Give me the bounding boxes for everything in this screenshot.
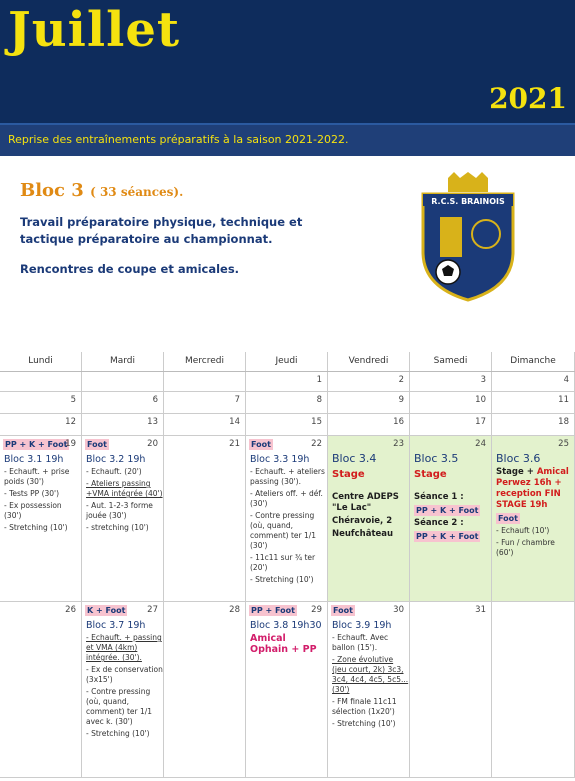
day-number: 2 [398, 375, 404, 385]
session-tag: K + Foot [87, 606, 126, 615]
month-title: Juillet [8, 2, 181, 58]
subtitle-text: Reprise des entraînements préparatifs à la saison 2021-2022. [8, 133, 349, 146]
session-line: - Echauft. Avec ballon (15'). [332, 633, 389, 652]
day-number: 12 [65, 417, 76, 427]
day-number: 27 [147, 605, 158, 615]
session-line: - Stretching (10') [4, 523, 68, 532]
session-bloc: Bloc 3.8 19h30 [250, 620, 322, 631]
session-line: - Tests PP (30') [4, 489, 60, 498]
stage-location: Centre ADEPS "Le Lac" [332, 492, 399, 513]
session-line: - Echauft. + passing et VMA (4km) intégrée. (30'). [86, 633, 162, 662]
day-number: 17 [475, 417, 486, 427]
session-line: - Stretching (10') [86, 729, 150, 738]
day-header: Samedi [410, 352, 492, 371]
session-label: Séance 1 : [414, 492, 464, 502]
session-tag: PP + K + Foot [416, 506, 479, 515]
session-tag: Foot [498, 514, 518, 523]
session-line: - Stretching (10') [250, 575, 314, 584]
calendar-header [0, 352, 575, 372]
day-number: 29 [311, 605, 322, 615]
day-cell-31 [410, 602, 492, 777]
day-number: 15 [311, 417, 322, 427]
session-line: - Contre pressing (où, quand, comment) ter 1/1 (30') [250, 511, 317, 550]
day-header: Vendredi [328, 352, 410, 371]
day-number: 25 [558, 439, 569, 449]
day-number: 4 [563, 375, 569, 385]
session-tag: PP + K + Foot [5, 440, 68, 449]
session-tag: Foot [87, 440, 107, 449]
session-line: - Ex possession (30') [4, 501, 62, 520]
day-cell-30 [328, 602, 410, 777]
bloc-title [20, 180, 183, 201]
calendar-week [0, 372, 575, 392]
day-number: 5 [70, 395, 76, 405]
session-line: - Echauft. + ateliers passing (30'). [250, 467, 325, 486]
calendar-week [0, 602, 575, 778]
day-number: 20 [147, 439, 158, 449]
session-label: Séance 2 : [414, 518, 464, 528]
day-cell-23 [328, 436, 410, 601]
stage-text: Stage + [496, 467, 537, 477]
session-line: - Echauft. (20') [86, 467, 142, 476]
day-number: 28 [229, 605, 240, 615]
day-cell-28 [164, 602, 246, 777]
session-line: - Echauft. + prise poids (30') [4, 467, 70, 486]
session-line: - Ex de conservation (3x15') [86, 665, 163, 684]
stage-label: Stage [414, 469, 447, 480]
day-number: 10 [475, 395, 486, 405]
day-cell-25 [492, 436, 575, 601]
day-header: Mardi [82, 352, 164, 371]
session-tag: Foot [333, 606, 353, 615]
day-number: 19 [65, 439, 76, 449]
day-header: Dimanche [492, 352, 575, 371]
day-number: 13 [147, 417, 158, 427]
day-number: 6 [152, 395, 158, 405]
session-line: - 11c11 sur ¾ ter (20') [250, 553, 316, 572]
session-line: - Fun / chambre (60') [496, 538, 555, 557]
day-cell-20 [82, 436, 164, 601]
year-label: 2021 [489, 82, 567, 115]
session-bloc: Bloc 3.2 19h [86, 454, 146, 465]
day-header: Lundi [0, 352, 82, 371]
day-number: 24 [475, 439, 486, 449]
day-cell-24 [410, 436, 492, 601]
day-cell-29 [246, 602, 328, 777]
session-tag: PP + K + Foot [416, 532, 479, 541]
bloc-matches: Rencontres de coupe et amicales. [20, 262, 240, 276]
friendly-match: Amical Ophain + PP [250, 633, 317, 655]
bloc-sessions: ( 33 séances). [90, 185, 184, 199]
calendar [0, 352, 575, 778]
day-header: Jeudi [246, 352, 328, 371]
bloc-title-text: Bloc 3 [20, 180, 84, 201]
stage-location: Neufchâteau [332, 529, 394, 539]
stage-label: Stage [332, 469, 365, 480]
session-line: - stretching (10') [86, 523, 149, 532]
session-bloc: Bloc 3.9 19h [332, 620, 392, 631]
session-tag: PP + Foot [251, 606, 295, 615]
header-banner [0, 0, 575, 123]
day-cell-22 [246, 436, 328, 601]
bloc-description: Travail préparatoire physique, technique et tactique préparatoire au championnat. [20, 215, 303, 246]
day-cell-19 [0, 436, 82, 601]
day-number: 30 [393, 605, 404, 615]
stage-location: Chéravoie, 2 [332, 516, 393, 526]
session-bloc: Bloc 3.7 19h [86, 620, 146, 631]
session-bloc: Bloc 3.3 19h [250, 454, 310, 465]
stage-info [496, 467, 574, 511]
session-line: - Contre pressing (où, quand, comment) ter 1/1 avec k. (30') [86, 687, 153, 726]
day-number: 11 [558, 395, 569, 405]
calendar-week [0, 392, 575, 414]
day-number: 31 [475, 605, 486, 615]
session-line: - Stretching (10') [332, 719, 396, 728]
day-cell-27 [82, 602, 164, 777]
session-line: - FM finale 11c11 sélection (1x20') [332, 697, 397, 716]
day-number: 14 [229, 417, 240, 427]
svg-text:R.C.S. BRAINOIS: R.C.S. BRAINOIS [431, 197, 505, 206]
day-number: 3 [480, 375, 486, 385]
subtitle-bar [0, 123, 575, 156]
day-number: 7 [234, 395, 240, 405]
day-number: 23 [393, 439, 404, 449]
calendar-week [0, 436, 575, 602]
day-number: 18 [558, 417, 569, 427]
day-number: 21 [229, 439, 240, 449]
day-cell-21 [164, 436, 246, 601]
day-number: 26 [65, 605, 76, 615]
session-line: - Aut. 1-2-3 forme jouée (30') [86, 501, 153, 520]
calendar-week [0, 414, 575, 436]
session-line: - Ateliers passing +VMA intégrée (40') [86, 479, 163, 498]
session-bloc: Bloc 3.4 [332, 452, 377, 465]
session-line: - Echauft (10') [496, 526, 550, 535]
day-number: 22 [311, 439, 322, 449]
club-crest-logo [418, 172, 518, 302]
day-header: Mercredi [164, 352, 246, 371]
session-bloc: Bloc 3.1 19h [4, 454, 64, 465]
day-cell-26 [0, 602, 82, 777]
day-number: 8 [316, 395, 322, 405]
day-number: 16 [393, 417, 404, 427]
friendly-match: Amical Perwez 16h + reception FIN STAGE 19h [496, 467, 569, 510]
day-number: 1 [316, 375, 322, 385]
day-cell-empty [492, 602, 575, 777]
crown-icon [448, 178, 488, 192]
session-line: - Zone évolutive (jeu court, 2k) 3c3, 3c4, 4c4, 4c5, 5c5... (30') [332, 655, 409, 694]
day-number: 9 [398, 395, 404, 405]
session-line: - Ateliers off. + déf. (30') [250, 489, 323, 508]
session-bloc: Bloc 3.6 [496, 452, 541, 465]
session-tag: Foot [251, 440, 271, 449]
session-bloc: Bloc 3.5 [414, 452, 459, 465]
